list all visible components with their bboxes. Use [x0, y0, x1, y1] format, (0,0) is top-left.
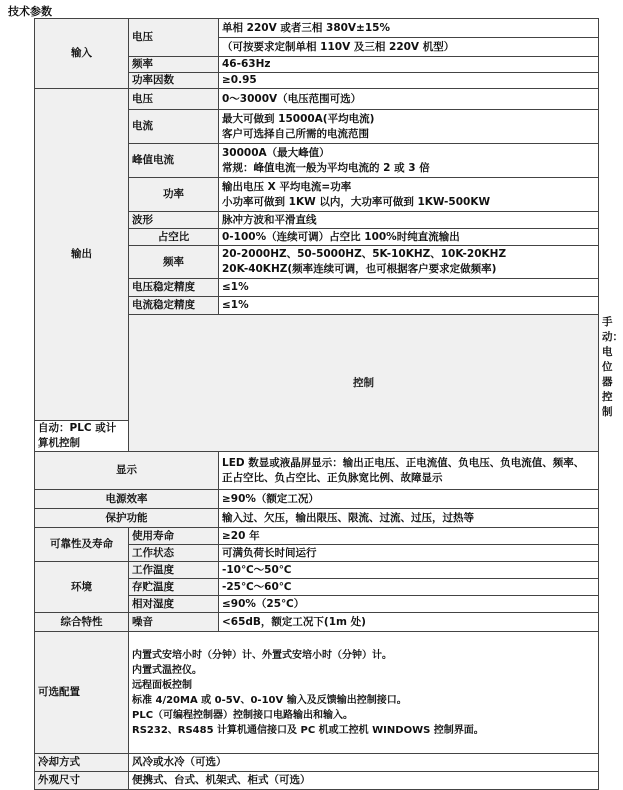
- row-label: 电压稳定精度: [129, 279, 219, 297]
- row-value: ≤1%: [219, 279, 599, 297]
- row-label: 噪音: [129, 613, 219, 632]
- row-label: 频率: [129, 57, 219, 73]
- category-reliability: 可靠性及寿命: [35, 528, 129, 562]
- table-row: [35, 19, 599, 38]
- page-title: 技术参数: [8, 5, 52, 18]
- category-general: 综合特性: [35, 613, 129, 632]
- table-row: [35, 509, 599, 528]
- row-value: [219, 144, 599, 178]
- value-line: 小功率可做到 1KW 以内，大功率可做到 1KW-500KW: [222, 195, 491, 208]
- row-value: （可按要求定制单相 110V 及三相 220V 机型）: [219, 38, 599, 57]
- table-row: [35, 632, 599, 754]
- row-value: 0-100%（连续可调）占空比 100%时纯直流输出: [219, 229, 599, 246]
- row-value: 便携式、台式、机架式、柜式（可选）: [129, 772, 599, 790]
- row-value: 风冷或水冷（可选）: [129, 754, 599, 772]
- row-label: 电压: [129, 89, 219, 110]
- category-optional: 可选配置: [35, 632, 129, 754]
- row-value: [219, 452, 599, 490]
- value-line: 客户可选择自己所需的电流范围: [222, 127, 369, 140]
- value-line: 30000A（最大峰值）: [222, 146, 330, 159]
- table-row: [35, 490, 599, 509]
- row-value: -25℃～60℃: [219, 579, 599, 596]
- row-value: 输入过、欠压，输出限压、限流、过流、过压，过热等: [219, 509, 599, 528]
- row-label: 相对湿度: [129, 596, 219, 613]
- table-row: [35, 562, 599, 579]
- table-row: [35, 528, 599, 545]
- row-label: 频率: [129, 246, 219, 279]
- category-efficiency: 电源效率: [35, 490, 219, 509]
- row-value: -10℃～50℃: [219, 562, 599, 579]
- spec-table: [34, 18, 623, 790]
- row-value: [219, 246, 599, 279]
- row-value: ≥0.95: [219, 73, 599, 89]
- row-label: 功率因数: [129, 73, 219, 89]
- row-label: 功率: [129, 178, 219, 212]
- row-value: 自动：PLC 或计算机控制: [35, 421, 129, 452]
- table-row: [35, 754, 599, 772]
- row-label: 存贮温度: [129, 579, 219, 596]
- row-label: 波形: [129, 212, 219, 229]
- option-item: RS232、RS485 计算机通信接口及 PC 机或工控机 WINDOWS 控制界面。: [132, 724, 484, 736]
- option-item: 内置式安培小时（分钟）计、外置式安培小时（分钟）计。: [132, 649, 392, 661]
- option-item: 内置式温控仪。: [132, 664, 202, 676]
- row-label: 占空比: [129, 229, 219, 246]
- option-item: 标准 4/20MA 或 0-5V、0-10V 输入及反馈输出控制接口。: [132, 694, 407, 706]
- category-environment: 环境: [35, 562, 129, 613]
- category-input: 输入: [35, 19, 129, 89]
- row-label: 电流: [129, 110, 219, 144]
- category-appearance: 外观尺寸: [35, 772, 129, 790]
- option-item: 远程面板控制: [132, 679, 192, 691]
- table-row: [35, 613, 599, 632]
- row-label: 工作状态: [129, 545, 219, 562]
- row-value: ≤90%（25℃）: [219, 596, 599, 613]
- row-value: 46-63Hz: [219, 57, 599, 73]
- option-item: PLC（可编程控制器）控制接口电路输出和输入。: [132, 709, 354, 721]
- value-line: 20K-40KHZ(频率连续可调，也可根据客户要求定做频率): [222, 263, 497, 275]
- table-row: [35, 772, 599, 790]
- category-cooling: 冷却方式: [35, 754, 129, 772]
- row-value: 可满负荷长时间运行: [219, 545, 599, 562]
- value-line: 正占空比、负占空比、正负脉宽比例、故障显示: [222, 471, 443, 484]
- row-label: 电流稳定精度: [129, 297, 219, 315]
- value-line: 最大可做到 15000A(平均电流): [222, 112, 375, 125]
- value-line: 常规：峰值电流一般为平均电流的 2 或 3 倍: [222, 161, 430, 174]
- row-value: 单相 220V 或者三相 380V±15%: [219, 19, 599, 38]
- category-output: 输出: [35, 89, 129, 421]
- row-label: 工作温度: [129, 562, 219, 579]
- row-label: 使用寿命: [129, 528, 219, 545]
- row-value: <65dB，额定工况下(1m 处): [219, 613, 599, 632]
- value-line: 输出电压 X 平均电流=功率: [222, 180, 352, 193]
- category-control: 控制: [129, 315, 599, 452]
- value-line: LED 数显或液晶屏显示：输出正电压、正电流值、负电压、负电流值、频率、: [222, 456, 585, 469]
- row-value: [219, 178, 599, 212]
- table-row: [35, 89, 599, 110]
- row-value: [219, 110, 599, 144]
- row-value: [129, 632, 599, 754]
- category-protection: 保护功能: [35, 509, 219, 528]
- category-display: 显示: [35, 452, 219, 490]
- row-value: ≥90%（额定工况）: [219, 490, 599, 509]
- row-value: ≤1%: [219, 297, 599, 315]
- table-row: [35, 452, 599, 490]
- table-row: 控制 手动：电位器控制: [35, 315, 599, 421]
- row-label: 电压: [129, 19, 219, 57]
- row-value: 脉冲方波和平滑直线: [219, 212, 599, 229]
- value-line: 20-2000HZ、50-5000HZ、5K-10KHZ、10K-20KHZ: [222, 248, 507, 260]
- row-value: ≥20 年: [219, 528, 599, 545]
- row-label: 峰值电流: [129, 144, 219, 178]
- row-value: 0～3000V（电压范围可选）: [219, 89, 599, 110]
